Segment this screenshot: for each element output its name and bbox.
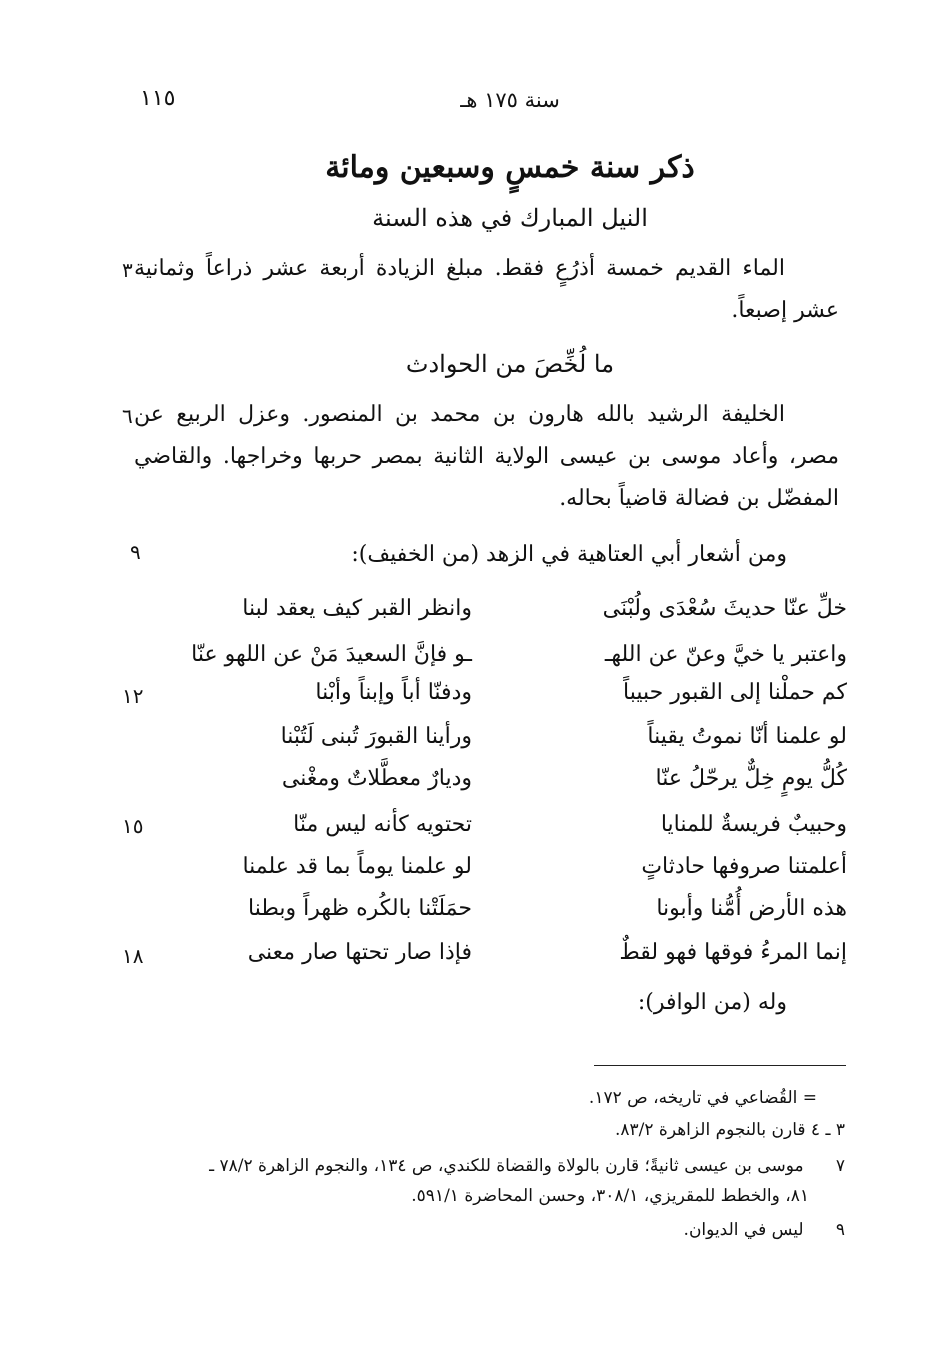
verse-second-hemistich: وديارٌ معطَّلاتٌ ومغْنى: [281, 766, 472, 791]
footnote-text: موسى بن عيسى ثانيةً؛ قارن بالولاة والقضاة للكندي، ص ١٣٤، والنجوم الزاهرة ٧٨/٢ ـ: [209, 1156, 804, 1176]
footnote-separator: [594, 1065, 846, 1066]
events-section-title: ما لُخِّصَ من الحوادث: [405, 350, 615, 378]
verse-second-hemistich: لو علمنا يوماً بما قد علمنا: [242, 854, 472, 879]
events-line-2: مصر، وأعاد موسى بن عيسى الولاية الثانية بمصر حربها وخراجها. والقاضي: [134, 444, 839, 469]
chapter-title: ذكر سنة خمسٍ وسبعين ومائة: [325, 150, 695, 185]
verse-first-hemistich: أعلمتنا صروفها حادثاتٍ: [641, 854, 847, 879]
events-line-3: المفضّل بن فضالة قاضياً بحاله.: [559, 486, 839, 511]
margin-line-number: ١٢: [122, 684, 144, 708]
verse-first-hemistich: كم حملْنا إلى القبور حبيباً: [623, 680, 847, 705]
nile-paragraph: [134, 248, 839, 332]
verse-row: [147, 596, 847, 636]
verse-first-hemistich: خلِّ عنّا حديثَ سُعْدَى ولُبْنَى: [602, 596, 847, 621]
verse-row: [147, 680, 847, 720]
verse-second-hemistich: ودفنّا أباً وإبناً وأبْنا: [315, 680, 472, 705]
events-paragraph: [134, 394, 839, 520]
margin-line-number: ٣: [122, 258, 133, 282]
verse-row: [147, 854, 847, 894]
running-head: سنة ١٧٥ هـ: [460, 88, 560, 112]
poem-outro: وله (من الوافر):: [637, 990, 787, 1015]
events-line-1: الخليفة الرشيد بالله هارون بن محمد بن المنصور. وعزل الربيع عن: [134, 402, 785, 427]
nile-line-1: الماء القديم خمسة أذرُعٍ فقط. مبلغ الزيادة أربعة عشر ذراعاً وثمانية: [134, 256, 785, 281]
verse-first-hemistich: لو علمنا أنّا نموتُ يقيناً: [647, 724, 847, 749]
nile-section-title: النيل المبارك في هذه السنة: [372, 204, 648, 232]
footnote: [209, 1154, 845, 1178]
verse-second-hemistich: فإذا صار تحتها صار معنى: [247, 940, 472, 965]
footnote-text: ٨١، والخطط للمقريزي، ٣٠٨/١، وحسن المحاضرة ٥٩١/١.: [411, 1186, 809, 1206]
verse-first-hemistich: هذه الأرض أُمُّنا وأبونا: [656, 896, 847, 921]
verse-row: [147, 642, 847, 682]
verse-row: [147, 812, 847, 852]
verse-second-hemistich: تحتويه كأنه ليس منّا: [293, 812, 472, 837]
footnote-number: ٩: [835, 1220, 845, 1240]
footnote-continuation: [411, 1184, 809, 1208]
verse-second-hemistich: ـو فإنَّ السعيدَ مَنْ عن اللهو عنّا: [191, 642, 472, 667]
footnote-number: ٧: [835, 1156, 845, 1176]
page-number: ١١٥: [140, 86, 176, 111]
verse-row: [147, 724, 847, 764]
footnote-text: = القُضاعي في تاريخه، ص ١٧٢.: [588, 1088, 817, 1108]
footnote: [615, 1118, 845, 1142]
footnote: [589, 1086, 817, 1110]
margin-line-number: ٩: [130, 540, 141, 564]
footnote: [684, 1218, 845, 1242]
verse-first-hemistich: واعتبر يا خيَّ وعنّ عن اللهـ: [604, 642, 847, 667]
footnote-text: قارن بالنجوم الزاهرة ٨٣/٢.: [615, 1120, 806, 1140]
verse-second-hemistich: حمَلَتْنا بالكُره ظهراً وبطنا: [248, 896, 472, 921]
verse-second-hemistich: وانظر القبر كيف يعقد لبنا: [242, 596, 472, 621]
nile-line-2: عشر إصبعاً.: [731, 298, 839, 323]
verse-first-hemistich: وحبيبٌ فريسةٌ للمنايا: [660, 812, 847, 837]
verse-first-hemistich: إنما المرءُ فوقها فهو لقطٌ: [619, 940, 847, 965]
margin-line-number: ٦: [122, 404, 133, 428]
footnote-text: ليس في الديوان.: [683, 1220, 804, 1240]
poem-intro: ومن أشعار أبي العتاهية في الزهد (من الخفيف):: [351, 542, 787, 567]
verse-second-hemistich: ورأينا القبورَ تُبنى لَتُبْنا: [280, 724, 472, 749]
margin-line-number: ١٥: [122, 814, 144, 838]
footnote-number: ٣ ـ ٤: [810, 1120, 845, 1140]
verse-first-hemistich: كُلُّ يومٍ خِلٌّ يرحّلُ عنّا: [655, 766, 847, 791]
margin-line-number: ١٨: [122, 944, 144, 968]
verse-row: [147, 940, 847, 980]
verse-row: [147, 766, 847, 806]
verse-row: [147, 896, 847, 936]
